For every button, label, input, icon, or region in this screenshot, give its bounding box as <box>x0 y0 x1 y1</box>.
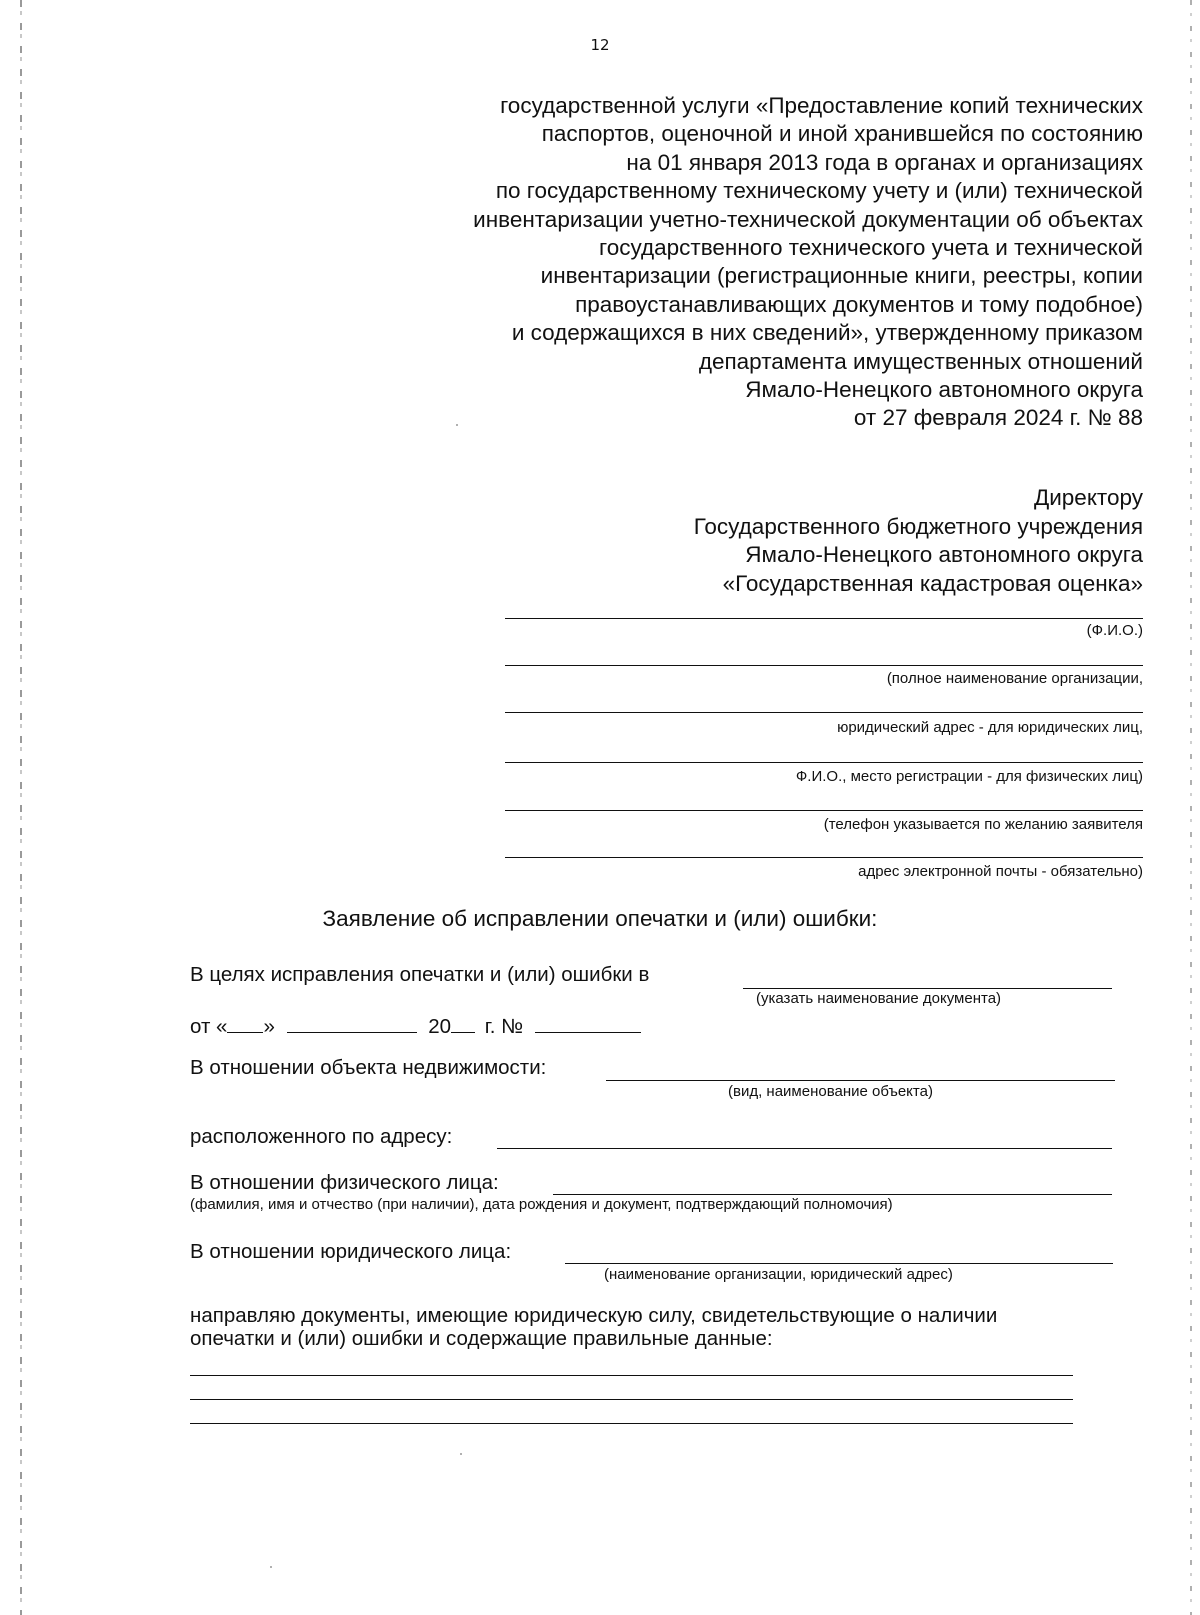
person-caption: (фамилия, имя и отчество (при наличии), дата рождения и документ, подтверждающий полномочия) <box>190 1196 893 1213</box>
scan-speck <box>456 424 458 426</box>
object-caption: (вид, наименование объекта) <box>728 1083 933 1100</box>
addressee-block <box>523 484 1143 598</box>
legal-address-line[interactable] <box>505 712 1143 713</box>
purpose-label: В целях исправления опечатки и (или) ошибки в <box>190 963 650 986</box>
header-line: государственного технического учета и технической <box>599 235 1143 261</box>
fio-line[interactable] <box>505 618 1143 619</box>
person-label: В отношении физического лица: <box>190 1171 499 1194</box>
documents-text-line2: опечатки и (или) ошибки и содержащие правильные данные: <box>190 1327 773 1350</box>
date-from-label: от « <box>190 1015 228 1038</box>
date-month-field[interactable] <box>287 1014 417 1033</box>
header-line: по государственному техническому учету и (или) технической <box>495 178 1143 204</box>
header-line: государственной услуги «Предоставление копий технических <box>500 93 1143 118</box>
addressee-line: Директору <box>1033 485 1143 510</box>
header-line: на 01 января 2013 года в органах и организациях <box>626 149 1143 175</box>
email-caption: адрес электронной почты - обязательно) <box>858 863 1143 880</box>
documents-line-2[interactable] <box>190 1399 1073 1400</box>
header-line: правоустанавливающих документов и тому подобное) <box>575 291 1143 317</box>
date-year-suffix: г. № <box>484 1015 524 1038</box>
object-line[interactable] <box>606 1080 1115 1081</box>
person-address-line[interactable] <box>505 762 1143 763</box>
header-line: департамента имущественных отношений <box>698 348 1143 374</box>
phone-line[interactable] <box>505 810 1143 811</box>
header-line: инвентаризации (регистрационные книги, реестры, копии <box>540 263 1143 289</box>
documents-text-line1: направляю документы, имеющие юридическую силу, свидетельствующие о наличии <box>190 1304 998 1327</box>
phone-caption: (телефон указывается по желанию заявителя <box>823 816 1143 833</box>
person-line[interactable] <box>553 1194 1112 1195</box>
fio-caption: (Ф.И.О.) <box>1086 622 1143 639</box>
org-name-line[interactable] <box>505 665 1143 666</box>
object-label: В отношении объекта недвижимости: <box>190 1056 547 1079</box>
date-row <box>190 1014 641 1039</box>
email-line[interactable] <box>505 857 1143 858</box>
date-close-quote: » <box>263 1015 275 1038</box>
legal-address-caption: юридический адрес - для юридических лиц, <box>837 719 1143 736</box>
addressee-line: Ямало-Ненецкого автономного округа <box>745 542 1143 568</box>
scan-speck <box>460 1453 462 1455</box>
addressee-line: «Государственная кадастровая оценка» <box>722 570 1143 596</box>
purpose-document-line[interactable] <box>743 988 1112 989</box>
documents-line-1[interactable] <box>190 1375 1073 1376</box>
scan-speck <box>270 1566 272 1568</box>
header-line: паспортов, оценочной и иной хранившейся по состоянию <box>541 121 1143 147</box>
legal-line[interactable] <box>565 1263 1113 1264</box>
date-year-field[interactable] <box>451 1014 475 1033</box>
org-name-caption: (полное наименование организации, <box>886 670 1143 687</box>
addressee-line: Государственного бюджетного учреждения <box>693 513 1143 539</box>
scan-edge-right <box>1190 0 1192 1615</box>
document-title: Заявление об исправлении опечатки и (или) ошибки: <box>322 906 878 931</box>
address-label: расположенного по адресу: <box>190 1125 453 1148</box>
scan-edge-left <box>20 0 22 1615</box>
legal-caption: (наименование организации, юридический адрес) <box>604 1266 953 1283</box>
documents-line-3[interactable] <box>190 1423 1073 1424</box>
address-line[interactable] <box>497 1148 1112 1149</box>
approval-header <box>363 92 1143 433</box>
legal-label: В отношении юридического лица: <box>190 1240 512 1263</box>
date-day-field[interactable] <box>227 1014 263 1033</box>
header-line: Ямало-Ненецкого автономного округа <box>745 377 1143 403</box>
person-address-caption: Ф.И.О., место регистрации - для физических лиц) <box>795 768 1143 785</box>
page-number: 12 <box>590 36 610 54</box>
date-year-prefix: 20 <box>428 1015 452 1038</box>
document-number-field[interactable] <box>535 1014 641 1033</box>
header-line: инвентаризации учетно-технической документации об объектах <box>473 206 1143 232</box>
header-line: и содержащихся в них сведений», утвержденному приказом <box>511 320 1143 346</box>
purpose-caption: (указать наименование документа) <box>756 990 1002 1007</box>
header-line: от 27 февраля 2024 г. № 88 <box>853 405 1143 431</box>
